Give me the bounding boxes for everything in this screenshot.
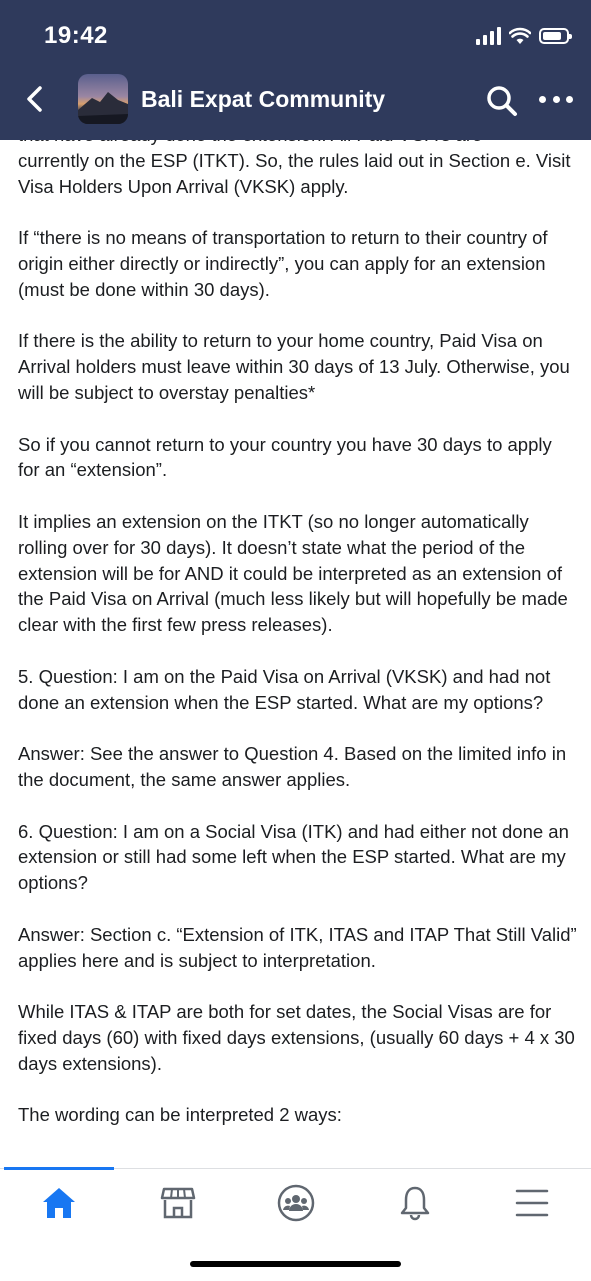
more-options-button[interactable] bbox=[539, 92, 573, 106]
dot-icon bbox=[553, 96, 560, 103]
home-icon bbox=[41, 1186, 77, 1220]
mountain-landscape-icon bbox=[78, 74, 128, 124]
chevron-left-icon bbox=[22, 84, 50, 114]
post-paragraph: So if you cannot return to your country you have 30 days to apply for an “extension”. bbox=[18, 433, 552, 481]
group-title[interactable]: Bali Expat Community bbox=[141, 86, 386, 112]
post-paragraph: It implies an extension on the ITKT (so no longer automatically rolling over for 30 days). It doesn’t state what the period of the extension will be for AND it could be interpreted as an extension of the Paid Visa on Arrival (much less likely but will hopefully be made clear with the first few press releases). bbox=[18, 510, 568, 636]
search-icon bbox=[485, 84, 519, 118]
status-icons bbox=[476, 24, 569, 48]
tab-notifications[interactable] bbox=[391, 1183, 439, 1223]
dot-icon bbox=[566, 96, 573, 103]
post-paragraph: 5. Question: I am on the Paid Visa on Arrival (VKSK) and had not done an extension when the ESP started. What are my options? bbox=[18, 665, 551, 713]
post-paragraph: Answer: See the answer to Question 4. Based on the limited info in the document, the same answer applies. bbox=[18, 743, 567, 790]
tab-marketplace[interactable] bbox=[154, 1183, 202, 1223]
bottom-tab-bar bbox=[0, 1168, 591, 1281]
post-body bbox=[18, 122, 578, 1170]
status-time: 19:42 bbox=[44, 22, 108, 49]
tab-groups[interactable] bbox=[272, 1183, 320, 1223]
wifi-icon bbox=[509, 27, 531, 45]
post-paragraph: currently on the ESP (ITKT). So, the rules laid out in Section e. Visit Visa Holders Upon Arrival (VKSK) apply. bbox=[18, 149, 571, 197]
post-paragraph: The wording can be interpreted 2 ways: bbox=[18, 1104, 342, 1126]
top-bar bbox=[0, 0, 591, 140]
post-paragraph: 6. Question: I am on a Social Visa (ITK) and had either not done an extension or still had some left when the ESP started. What are my options? bbox=[18, 820, 569, 894]
tab-menu[interactable] bbox=[508, 1183, 556, 1223]
tab-home[interactable] bbox=[35, 1183, 83, 1223]
cellular-signal-icon bbox=[476, 27, 501, 45]
bell-icon bbox=[398, 1184, 432, 1222]
post-paragraph: If there is the ability to return to your home country, Paid Visa on Arrival holders must leave within 30 days of 13 July. Otherwise, you will be subject to overstay penalties* bbox=[18, 330, 570, 403]
back-button[interactable] bbox=[22, 84, 50, 114]
marketplace-icon bbox=[160, 1186, 196, 1220]
post-paragraph: While ITAS & ITAP are both for set dates, the Social Visas are for fixed days (60) with fixed days extensions, (usually 60 days + 4 x 30 days extensions). bbox=[18, 1001, 575, 1074]
battery-icon bbox=[539, 28, 569, 44]
group-avatar[interactable] bbox=[78, 74, 128, 124]
groups-icon bbox=[276, 1183, 316, 1223]
menu-icon bbox=[515, 1188, 549, 1218]
search-button[interactable] bbox=[485, 84, 519, 118]
post-paragraph: If “there is no means of transportation to return to their country of origin either directly or indirectly”, you can apply for an extension (must be done within 30 days). bbox=[18, 227, 548, 300]
dot-icon bbox=[539, 96, 546, 103]
active-tab-indicator bbox=[4, 1167, 114, 1170]
post-paragraph: Answer: Section c. “Extension of ITK, ITAS and ITAP That Still Valid” applies here and is subject to interpretation. bbox=[18, 923, 577, 971]
home-indicator bbox=[190, 1261, 401, 1267]
